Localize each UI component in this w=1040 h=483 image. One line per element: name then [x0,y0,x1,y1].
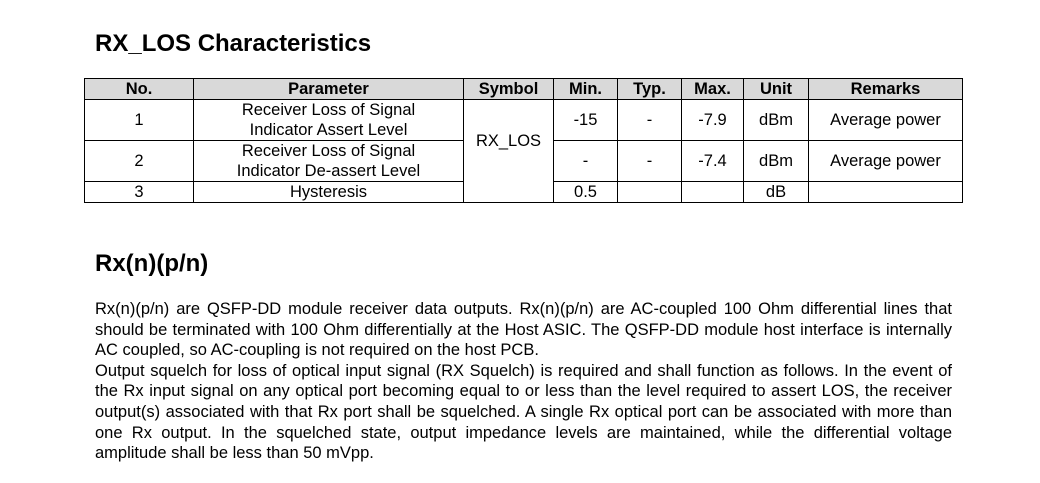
cell-typ: - [618,141,682,182]
cell-min: -15 [554,100,618,141]
rx-los-characteristics-table [84,78,963,203]
parameter-line: Indicator De-assert Level [236,162,421,180]
header-parameter: Parameter [194,79,464,100]
header-remarks: Remarks [809,79,963,100]
paragraph: Output squelch for loss of optical input signal (RX Squelch) is required and shall function as follows. In the event of the Rx input signal on any optical port becoming equal to or less than the level required to assert LOS, the receiver output(s) associated with that Rx port shall be squelched. A single Rx optical port can be associated with more than one Rx output. In the squelched state, output impedance levels are maintained, while the differential voltage amplitude shall be less than 50 mVpp. [95,361,952,463]
header-unit: Unit [744,79,809,100]
section-body [95,299,952,464]
cell-no: 1 [85,100,194,141]
table-header-row [85,79,963,100]
cell-remarks: Average power [809,100,963,141]
cell-no: 2 [85,141,194,182]
cell-parameter [194,100,464,141]
table-row [85,100,963,141]
cell-remarks [809,182,963,203]
cell-unit: dBm [744,141,809,182]
paragraph: Rx(n)(p/n) are QSFP-DD module receiver data outputs. Rx(n)(p/n) are AC-coupled 100 Ohm differential lines that should be terminated with 100 Ohm differentially at the Host ASIC. The QSFP-DD module host interface is internally AC coupled, so AC-coupling is not required on the host PCB. [95,300,952,360]
section-title-rx-los: RX_LOS Characteristics [95,30,372,57]
cell-max [682,182,744,203]
header-max: Max. [682,79,744,100]
cell-parameter [194,141,464,182]
cell-unit: dB [744,182,809,203]
cell-symbol: RX_LOS [464,100,554,203]
cell-remarks: Average power [809,141,963,182]
parameter-line: Indicator Assert Level [249,121,408,139]
cell-typ: - [618,100,682,141]
cell-max: -7.4 [682,141,744,182]
header-typ: Typ. [618,79,682,100]
section-title-rx-np: Rx(n)(p/n) [95,250,209,277]
cell-min: 0.5 [554,182,618,203]
cell-typ [618,182,682,203]
cell-max: -7.9 [682,100,744,141]
header-min: Min. [554,79,618,100]
header-symbol: Symbol [464,79,554,100]
cell-unit: dBm [744,100,809,141]
header-no: No. [85,79,194,100]
cell-parameter: Hysteresis [194,182,464,203]
parameter-line: Receiver Loss of Signal [241,142,416,160]
parameter-line: Receiver Loss of Signal [241,101,416,119]
cell-min: - [554,141,618,182]
cell-no: 3 [85,182,194,203]
